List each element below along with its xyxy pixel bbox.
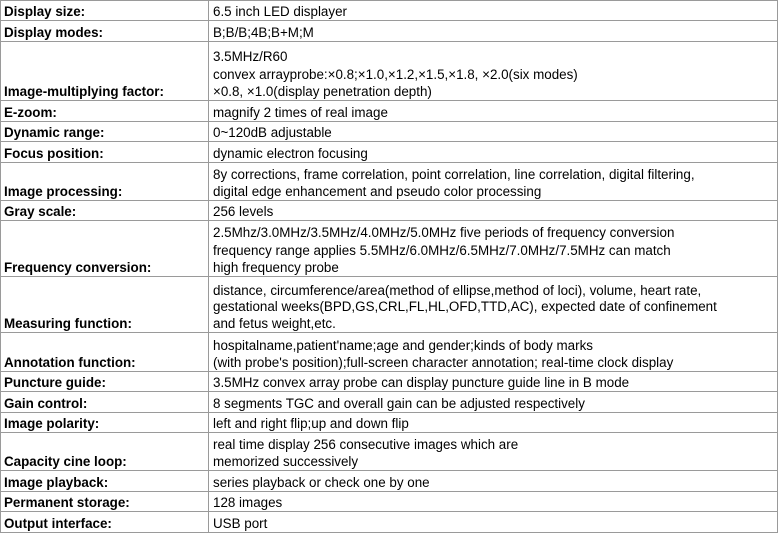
spec-value-line: 2.5Mhz/3.0MHz/3.5MHz/4.0MHz/5.0MHz five periods of frequency conversion [213, 224, 675, 240]
spec-value [209, 42, 778, 101]
spec-label: Image processing: [1, 163, 209, 201]
spec-value-line: hospitalname,patient'name;age and gender;kinds of body marks [213, 338, 593, 353]
spec-value-line: 6.5 inch LED displayer [213, 3, 347, 19]
spec-row [1, 201, 778, 221]
spec-label: Gain control: [1, 392, 209, 413]
spec-value [209, 471, 778, 492]
spec-row [1, 122, 778, 142]
spec-row [1, 492, 778, 512]
spec-value-line: 8y corrections, frame correlation, point correlation, line correlation, digital filtering, [213, 167, 695, 182]
spec-value [209, 21, 778, 42]
spec-value-line: frequency range applies 5.5MHz/6.0MHz/6.5MHz/7.0MHz/7.5MHz can match [213, 243, 671, 258]
spec-value-line: convex arrayprobe:×0.8;×1.0,×1.2,×1.5,×1.8, ×2.0(six modes) [213, 67, 578, 82]
spec-value-line: USB port [213, 515, 268, 531]
spec-row [1, 221, 778, 277]
spec-value [209, 492, 778, 512]
spec-value-line: memorized successively [213, 453, 359, 469]
spec-value [209, 392, 778, 413]
spec-label: Dynamic range: [1, 122, 209, 142]
spec-value [209, 142, 778, 163]
spec-value-line: 3.5MHz/R60 [213, 48, 288, 64]
spec-value-line: (with probe's position);full-screen character annotation; real-time clock display [213, 354, 674, 370]
spec-value-line: dynamic electron focusing [213, 145, 368, 161]
spec-value [209, 413, 778, 433]
spec-row [1, 101, 778, 122]
spec-value [209, 101, 778, 122]
spec-label: Display size: [1, 1, 209, 21]
spec-label: Image playback: [1, 471, 209, 492]
spec-row [1, 471, 778, 492]
spec-value-line: magnify 2 times of real image [213, 104, 388, 120]
spec-label: Gray scale: [1, 201, 209, 221]
spec-label: Permanent storage: [1, 492, 209, 512]
spec-row [1, 413, 778, 433]
spec-value-line: 8 segments TGC and overall gain can be adjusted respectively [213, 395, 585, 411]
spec-row [1, 333, 778, 372]
spec-value-line: 0~120dB adjustable [213, 124, 332, 140]
spec-row [1, 1, 778, 21]
spec-value [209, 201, 778, 221]
spec-value [209, 122, 778, 142]
spec-label: Frequency conversion: [1, 221, 209, 277]
spec-value-line: digital edge enhancement and pseudo color processing [213, 183, 542, 199]
spec-value-line: 256 levels [213, 203, 274, 219]
spec-row [1, 277, 778, 333]
spec-label: Image polarity: [1, 413, 209, 433]
spec-value-line: left and right flip;up and down flip [213, 415, 409, 431]
spec-label: Display modes: [1, 21, 209, 42]
spec-value-line: B;B/B;4B;B+M;M [213, 24, 314, 40]
spec-value-line: distance, circumference/area(method of ellipse,method of loci), volume, heart rate, [213, 282, 702, 298]
spec-label: Image-multiplying factor: [1, 42, 209, 101]
spec-value-line: real time display 256 consecutive images which are [213, 437, 519, 452]
spec-value-line: 3.5MHz convex array probe can display puncture guide line in B mode [213, 374, 630, 390]
spec-row [1, 21, 778, 42]
spec-value [209, 372, 778, 392]
spec-label: Capacity cine loop: [1, 433, 209, 471]
spec-value [209, 221, 778, 277]
spec-value-line: 128 images [213, 494, 283, 510]
spec-value [209, 163, 778, 201]
spec-value-line: series playback or check one by one [213, 474, 430, 490]
spec-label: Output interface: [1, 512, 209, 533]
spec-row [1, 142, 778, 163]
spec-row [1, 163, 778, 201]
spec-value [209, 333, 778, 372]
spec-value-line: gestational weeks(BPD,GS,CRL,FL,HL,OFD,TTD,AC), expected date of confinement [213, 299, 717, 314]
spec-row [1, 372, 778, 392]
spec-value [209, 433, 778, 471]
spec-value-line: high frequency probe [213, 259, 339, 275]
spec-value [209, 512, 778, 533]
spec-label: Focus position: [1, 142, 209, 163]
spec-row [1, 392, 778, 413]
spec-label: Annotation function: [1, 333, 209, 372]
spec-value-line: ×0.8, ×1.0(display penetration depth) [213, 83, 432, 99]
spec-label: Puncture guide: [1, 372, 209, 392]
spec-label: Measuring function: [1, 277, 209, 333]
spec-row [1, 433, 778, 471]
spec-label: E-zoom: [1, 101, 209, 122]
spec-value [209, 277, 778, 333]
spec-row [1, 42, 778, 101]
spec-row [1, 512, 778, 533]
spec-value [209, 1, 778, 21]
spec-value-line: and fetus weight,etc. [213, 315, 336, 331]
spec-table-body [1, 1, 778, 533]
